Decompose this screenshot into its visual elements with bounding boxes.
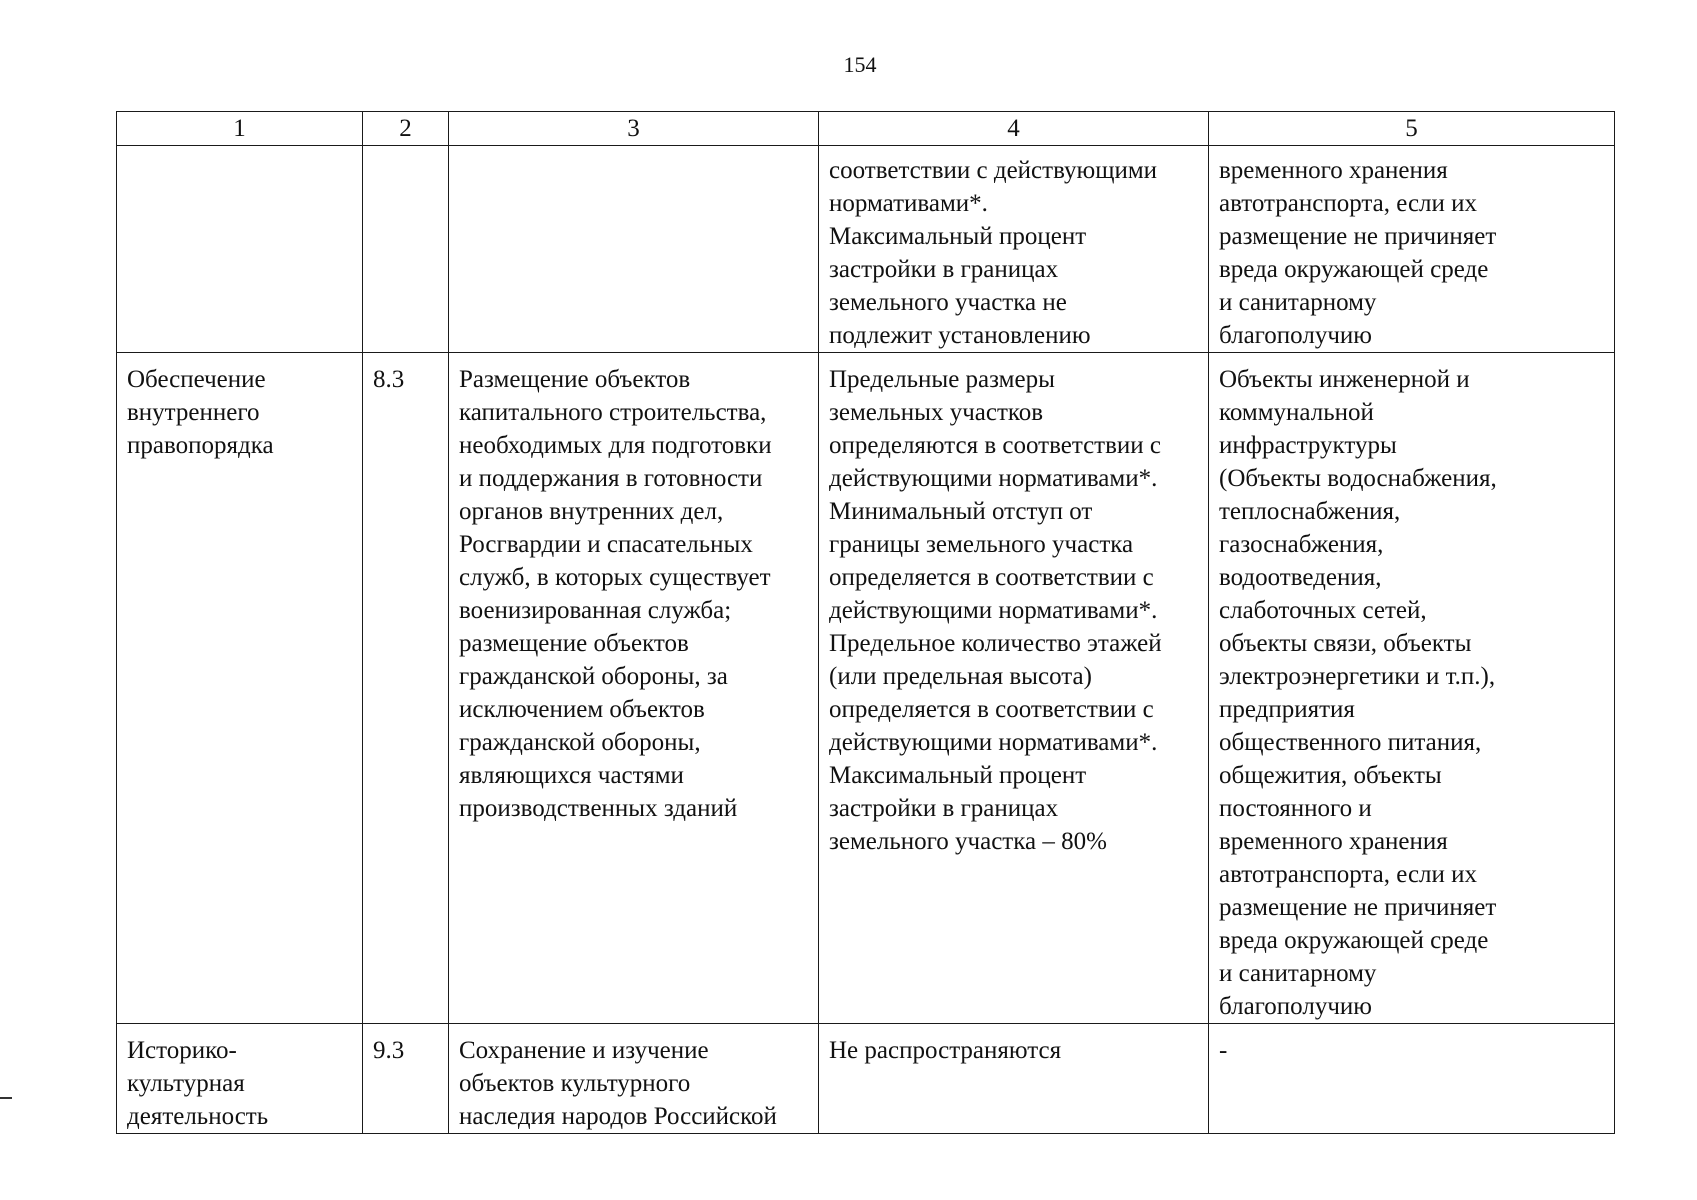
text-line: капитального строительства,	[459, 399, 767, 426]
text-line: подлежит установлению	[829, 322, 1091, 349]
text-line: водоотведения,	[1219, 564, 1382, 591]
use-code-cell	[363, 353, 449, 1024]
text-line: границы земельного участка	[829, 531, 1134, 558]
table-row	[117, 146, 1615, 353]
text-line: земельного участка – 80%	[829, 828, 1107, 855]
text-line: Максимальный процент	[829, 223, 1087, 250]
text-line: вреда окружающей среде	[1219, 256, 1489, 283]
use-name-cell	[117, 146, 363, 353]
text-line: действующими нормативами*.	[829, 465, 1158, 492]
text-line: общежития, объекты	[1219, 762, 1442, 789]
text-line: определяется в соответствии с	[829, 696, 1154, 723]
text-line: нормативами*.	[829, 190, 988, 217]
margin-mark	[0, 1097, 12, 1099]
text-line: предприятия	[1219, 696, 1355, 723]
text-line: объекты связи, объекты	[1219, 630, 1472, 657]
text-line: автотранспорта, если их	[1219, 861, 1478, 888]
description-cell	[449, 1024, 819, 1134]
parameters-cell	[819, 353, 1209, 1024]
header-col-3: 3	[449, 112, 819, 146]
text-line: соответствии с действующими	[829, 157, 1158, 184]
accessory-uses-cell	[1209, 146, 1615, 353]
zoning-table	[116, 111, 1615, 1134]
text-line: газоснабжения,	[1219, 531, 1384, 558]
text-line: исключением объектов	[459, 696, 705, 723]
text-line: являющихся частями	[459, 762, 684, 789]
table-row	[117, 1024, 1615, 1134]
text-line: гражданской обороны,	[459, 729, 701, 756]
text-line: необходимых для подготовки	[459, 432, 772, 459]
accessory-uses-cell	[1209, 353, 1615, 1024]
text-line: Размещение объектов	[459, 366, 691, 393]
text-line: (или предельная высота)	[829, 663, 1092, 690]
text-line: и поддержания в готовности	[459, 465, 763, 492]
use-code-cell	[363, 1024, 449, 1134]
text-line: служб, в которых существует	[459, 564, 771, 591]
text-line: определяется в соответствии с	[829, 564, 1154, 591]
text-line: Сохранение и изучение	[459, 1037, 709, 1064]
text-line: коммунальной	[1219, 399, 1374, 426]
use-name-cell	[117, 353, 363, 1024]
text-line: Росгвардии и спасательных	[459, 531, 753, 558]
text-line: 8.3	[373, 366, 405, 393]
text-line: и санитарному	[1219, 960, 1377, 987]
header-col-2: 2	[363, 112, 449, 146]
text-line: производственных зданий	[459, 795, 738, 822]
text-line: временного хранения	[1219, 157, 1448, 184]
text-line: Предельные размеры	[829, 366, 1055, 393]
text-line: благополучию	[1219, 322, 1372, 349]
parameters-cell	[819, 146, 1209, 353]
text-line: (Объекты водоснабжения,	[1219, 465, 1497, 492]
header-col-4: 4	[819, 112, 1209, 146]
table-header-row	[117, 112, 1615, 146]
use-code-cell	[363, 146, 449, 353]
text-line: размещение объектов	[459, 630, 689, 657]
text-line: Историко-	[127, 1037, 237, 1064]
description-cell	[449, 146, 819, 353]
text-line: размещение не причиняет	[1219, 894, 1497, 921]
text-line: автотранспорта, если их	[1219, 190, 1478, 217]
text-line: Минимальный отступ от	[829, 498, 1093, 525]
text-line: застройки в границах	[829, 256, 1059, 283]
text-line: военизированная служба;	[459, 597, 732, 624]
header-col-5: 5	[1209, 112, 1615, 146]
text-line: земельного участка не	[829, 289, 1067, 316]
page-number: 154	[843, 52, 877, 77]
text-line: Объекты инженерной и	[1219, 366, 1470, 393]
text-line: земельных участков	[829, 399, 1044, 426]
text-line: действующими нормативами*.	[829, 597, 1158, 624]
text-line: теплоснабжения,	[1219, 498, 1401, 525]
text-line: определяются в соответствии с	[829, 432, 1162, 459]
text-line: наследия народов Российской	[459, 1103, 777, 1130]
text-line: слаботочных сетей,	[1219, 597, 1427, 624]
text-line: внутреннего	[127, 399, 260, 426]
text-line: Максимальный процент	[829, 762, 1087, 789]
text-line: культурная	[127, 1070, 245, 1097]
text-line: размещение не причиняет	[1219, 223, 1497, 250]
accessory-uses-cell	[1209, 1024, 1615, 1134]
text-line: и санитарному	[1219, 289, 1377, 316]
text-line: 9.3	[373, 1037, 405, 1064]
text-line: благополучию	[1219, 993, 1372, 1020]
text-line: органов внутренних дел,	[459, 498, 724, 525]
description-cell	[449, 353, 819, 1024]
use-name-cell	[117, 1024, 363, 1134]
text-line: Предельное количество этажей	[829, 630, 1162, 657]
text-line: постоянного и	[1219, 795, 1372, 822]
text-line: Не распространяются	[829, 1037, 1062, 1064]
text-line: Обеспечение	[127, 366, 266, 393]
text-line: правопорядка	[127, 432, 274, 459]
text-line: вреда окружающей среде	[1219, 927, 1489, 954]
text-line: объектов культурного	[459, 1070, 691, 1097]
text-line: общественного питания,	[1219, 729, 1482, 756]
text-line: действующими нормативами*.	[829, 729, 1158, 756]
text-line: застройки в границах	[829, 795, 1059, 822]
text-line: гражданской обороны, за	[459, 663, 728, 690]
header-col-1: 1	[117, 112, 363, 146]
text-line: деятельность	[127, 1103, 269, 1130]
text-line: электроэнергетики и т.п.),	[1219, 663, 1496, 690]
parameters-cell	[819, 1024, 1209, 1134]
text-line: временного хранения	[1219, 828, 1448, 855]
text-line: -	[1219, 1037, 1228, 1064]
table-row	[117, 353, 1615, 1024]
text-line: инфраструктуры	[1219, 432, 1397, 459]
